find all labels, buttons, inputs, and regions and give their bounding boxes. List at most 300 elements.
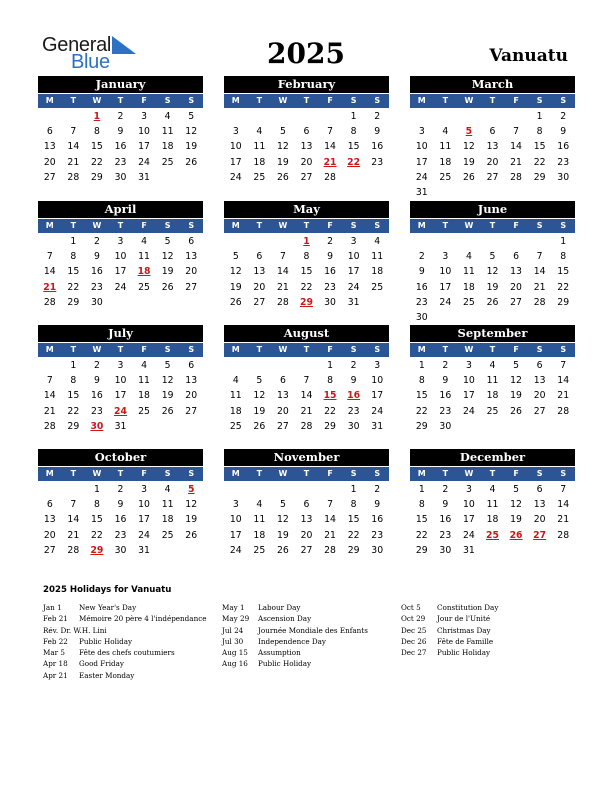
weekday-label: T — [256, 221, 263, 230]
day-cell: 16 — [114, 141, 127, 153]
weekday-label: T — [117, 221, 124, 230]
day-cell: 4 — [489, 484, 496, 495]
day-cell: 15 — [533, 141, 546, 153]
day-cell: 13 — [486, 141, 499, 153]
day-cell: 17 — [371, 390, 384, 402]
weekday-label: T — [489, 345, 496, 354]
weekday-label: S — [350, 469, 357, 478]
empty-cell — [481, 234, 505, 249]
day-cell: 26 — [486, 296, 499, 308]
day-cell: 4 — [256, 126, 263, 138]
day-cell: 6 — [536, 484, 543, 495]
day-cell: 24 — [347, 281, 360, 293]
day-cell: 30 — [439, 544, 452, 556]
weekday-label: M — [417, 469, 426, 478]
day-cell: 1 — [350, 111, 357, 122]
day-cell: 3 — [465, 484, 472, 495]
day-cell: 23 — [439, 405, 452, 417]
empty-cell — [248, 358, 272, 373]
day-cell: 7 — [303, 375, 310, 387]
day-cell: 16 — [347, 390, 361, 402]
day-cell: 19 — [185, 514, 198, 526]
weekday-label: W — [464, 345, 474, 354]
day-cell: 10 — [138, 499, 150, 511]
day-cell: 12 — [185, 499, 198, 511]
day-cell: 29 — [300, 296, 313, 308]
empty-cell — [457, 109, 481, 124]
day-cell: 25 — [161, 529, 174, 541]
day-cell: 27 — [300, 544, 313, 556]
weekday-label: T — [256, 345, 263, 354]
day-cell: 30 — [347, 420, 360, 432]
day-cell: 17 — [229, 156, 242, 168]
day-cell: 7 — [70, 499, 77, 511]
day-cell: 26 — [229, 296, 242, 308]
day-cell: 24 — [114, 405, 127, 417]
weekday-header — [224, 466, 389, 481]
day-cell: 16 — [91, 390, 103, 402]
day-cell: 15 — [300, 266, 313, 278]
day-cell: 6 — [46, 126, 53, 138]
day-cell: 14 — [277, 266, 289, 278]
weekday-label: T — [70, 345, 77, 354]
day-cell: 15 — [415, 390, 428, 402]
month-december — [410, 449, 575, 558]
day-grid — [410, 109, 575, 200]
weekday-label: T — [70, 469, 77, 478]
day-cell: 1 — [93, 111, 101, 122]
day-cell: 2 — [374, 111, 381, 122]
day-cell: 22 — [533, 156, 546, 168]
day-cell: 21 — [277, 281, 289, 293]
day-cell: 21 — [533, 281, 546, 293]
day-cell: 27 — [533, 405, 546, 417]
weekday-header — [410, 342, 575, 357]
day-grid — [410, 234, 575, 325]
day-cell: 31 — [347, 296, 360, 308]
weekday-label: S — [374, 345, 381, 354]
month-title: December — [410, 449, 575, 466]
holidays-title: 2025 Holidays for Vanuatu — [43, 585, 172, 595]
empty-cell — [248, 482, 272, 497]
weekday-label: T — [117, 469, 124, 478]
day-cell: 7 — [327, 126, 334, 138]
day-cell: 13 — [185, 251, 198, 263]
empty-cell — [224, 234, 248, 249]
weekday-label: W — [464, 96, 474, 105]
day-cell: 24 — [138, 529, 150, 541]
weekday-label: S — [560, 96, 567, 105]
day-cell: 24 — [371, 405, 384, 417]
day-cell: 12 — [510, 375, 522, 387]
day-cell: 21 — [67, 156, 80, 168]
day-cell: 1 — [418, 484, 425, 495]
holiday-name: Public Holiday — [437, 648, 491, 658]
weekday-label: F — [327, 221, 333, 230]
day-cell: 2 — [117, 484, 124, 495]
weekday-label: M — [231, 96, 240, 105]
day-cell: 11 — [161, 126, 174, 138]
day-cell: 17 — [114, 390, 127, 402]
day-cell: 1 — [70, 236, 77, 247]
empty-cell — [224, 358, 248, 373]
weekday-label: S — [188, 345, 195, 354]
empty-cell — [481, 109, 505, 124]
day-cell: 19 — [277, 156, 289, 168]
day-cell: 25 — [463, 296, 475, 308]
weekday-header — [410, 93, 575, 108]
day-cell: 5 — [188, 111, 195, 122]
month-may — [224, 201, 389, 310]
day-cell: 5 — [513, 484, 520, 495]
day-cell: 14 — [557, 499, 570, 511]
day-cell: 20 — [277, 405, 289, 417]
day-cell: 20 — [253, 281, 266, 293]
day-cell: 24 — [463, 529, 475, 541]
day-cell: 22 — [347, 156, 361, 168]
day-cell: 16 — [415, 281, 428, 293]
day-grid — [224, 109, 389, 185]
holiday-name: Christmas Day — [437, 625, 491, 635]
day-cell: 5 — [513, 360, 520, 371]
day-cell: 6 — [513, 251, 520, 263]
empty-cell — [224, 109, 248, 124]
day-cell: 5 — [489, 251, 496, 263]
day-cell: 14 — [67, 141, 80, 153]
weekday-label: T — [489, 96, 496, 105]
day-cell: 25 — [253, 171, 266, 183]
day-cell: 16 — [371, 514, 384, 526]
day-cell: 18 — [371, 266, 384, 278]
day-cell: 26 — [161, 281, 174, 293]
day-cell: 9 — [374, 126, 381, 138]
day-cell: 12 — [161, 375, 174, 387]
day-cell: 1 — [303, 236, 310, 247]
holiday-date: Jul 30 — [222, 636, 244, 646]
weekday-label: S — [350, 345, 357, 354]
weekday-label: S — [164, 96, 171, 105]
weekday-label: W — [92, 221, 102, 230]
day-cell: 29 — [415, 420, 428, 432]
day-cell: 25 — [439, 171, 452, 183]
day-grid — [38, 234, 203, 310]
day-cell: 24 — [229, 544, 242, 556]
day-cell: 2 — [374, 484, 381, 495]
month-september — [410, 325, 575, 434]
day-cell: 17 — [347, 266, 360, 278]
day-cell: 8 — [93, 126, 100, 138]
day-cell: 27 — [43, 171, 56, 183]
month-title: May — [224, 201, 389, 218]
month-title: April — [38, 201, 203, 218]
empty-cell — [457, 234, 481, 249]
day-cell: 5 — [187, 484, 195, 495]
day-cell: 16 — [324, 266, 336, 278]
day-cell: 20 — [486, 156, 499, 168]
day-cell: 22 — [300, 281, 313, 293]
day-cell: 21 — [67, 529, 80, 541]
holiday-name: Constitution Day — [437, 603, 499, 612]
empty-cell — [410, 109, 434, 124]
day-cell: 9 — [442, 375, 449, 387]
day-cell: 26 — [277, 171, 289, 183]
day-cell: 4 — [465, 251, 472, 263]
weekday-label: M — [45, 469, 54, 478]
day-cell: 23 — [557, 156, 570, 168]
day-cell: 17 — [114, 266, 127, 278]
day-cell: 21 — [300, 405, 313, 417]
day-cell: 31 — [114, 420, 127, 432]
day-cell: 19 — [277, 529, 289, 541]
day-cell: 19 — [161, 390, 174, 402]
day-cell: 22 — [91, 529, 103, 541]
holiday-name: New Year's Day — [79, 603, 137, 612]
day-cell: 3 — [117, 360, 124, 371]
weekday-label: S — [560, 221, 567, 230]
day-cell: 3 — [232, 499, 239, 511]
day-cell: 15 — [557, 266, 570, 278]
day-cell: 9 — [350, 375, 357, 387]
day-cell: 3 — [232, 126, 239, 138]
empty-cell — [504, 234, 528, 249]
weekday-label: F — [141, 345, 147, 354]
empty-cell — [434, 234, 458, 249]
day-cell: 7 — [70, 126, 77, 138]
day-cell: 30 — [90, 420, 104, 432]
logo-word-blue: Blue — [71, 51, 110, 73]
month-february — [224, 76, 389, 185]
day-cell: 28 — [324, 171, 336, 183]
weekday-label: T — [256, 96, 263, 105]
weekday-header — [224, 218, 389, 233]
weekday-label: M — [231, 221, 240, 230]
day-cell: 15 — [347, 141, 360, 153]
day-cell: 3 — [117, 236, 124, 247]
day-cell: 3 — [350, 236, 357, 247]
day-grid — [38, 109, 203, 185]
day-cell: 12 — [486, 266, 499, 278]
day-cell: 4 — [256, 499, 263, 511]
day-cell: 14 — [300, 390, 313, 402]
day-cell: 23 — [415, 296, 428, 308]
day-cell: 20 — [510, 281, 522, 293]
day-cell: 4 — [442, 126, 449, 138]
day-cell: 12 — [229, 266, 242, 278]
empty-cell — [38, 234, 62, 249]
day-cell: 2 — [93, 236, 100, 247]
weekday-label: T — [442, 221, 449, 230]
month-november — [224, 449, 389, 558]
day-cell: 27 — [510, 296, 522, 308]
holiday-date: Aug 16 — [222, 659, 248, 669]
day-cell: 26 — [509, 529, 523, 541]
day-cell: 7 — [327, 499, 334, 511]
holiday-date: Apr 21 — [43, 670, 68, 680]
weekday-label: F — [513, 221, 519, 230]
day-cell: 18 — [486, 514, 499, 526]
day-cell: 6 — [188, 360, 195, 371]
day-cell: 17 — [229, 529, 242, 541]
month-august — [224, 325, 389, 434]
day-cell: 26 — [161, 405, 174, 417]
day-cell: 28 — [67, 171, 80, 183]
day-cell: 31 — [371, 420, 384, 432]
weekday-label: S — [536, 469, 543, 478]
day-cell: 11 — [371, 251, 384, 263]
day-cell: 16 — [439, 390, 452, 402]
day-cell: 7 — [560, 484, 567, 495]
day-cell: 11 — [486, 375, 499, 387]
day-cell: 14 — [557, 375, 570, 387]
day-cell: 15 — [67, 266, 80, 278]
day-cell: 4 — [374, 236, 381, 247]
holiday-date: Jul 24 — [222, 625, 244, 635]
weekday-header — [38, 218, 203, 233]
day-cell: 6 — [46, 499, 53, 511]
weekday-label: T — [442, 96, 449, 105]
day-cell: 11 — [253, 141, 266, 153]
holiday-name: Public Holiday — [258, 659, 312, 669]
holiday-name: Fête de Famille — [437, 636, 494, 646]
day-cell: 15 — [323, 390, 337, 402]
day-cell: 26 — [510, 405, 522, 417]
weekday-label: F — [141, 221, 147, 230]
weekday-label: S — [560, 469, 567, 478]
weekday-label: W — [92, 469, 102, 478]
weekday-header — [224, 342, 389, 357]
weekday-label: S — [374, 221, 381, 230]
weekday-label: W — [278, 96, 288, 105]
day-cell: 6 — [256, 251, 263, 263]
weekday-label: M — [231, 345, 240, 354]
day-cell: 6 — [188, 236, 195, 247]
day-cell: 11 — [486, 499, 499, 511]
day-cell: 9 — [117, 499, 124, 511]
day-cell: 23 — [371, 156, 384, 168]
day-cell: 6 — [489, 126, 496, 138]
day-cell: 22 — [415, 405, 428, 417]
empty-cell — [271, 482, 295, 497]
holiday-name: Jour de l'Unité — [437, 614, 491, 624]
day-cell: 17 — [463, 514, 475, 526]
day-cell: 13 — [533, 375, 546, 387]
weekday-label: T — [489, 469, 496, 478]
day-cell: 1 — [536, 111, 543, 122]
day-cell: 20 — [533, 514, 546, 526]
day-cell: 8 — [418, 499, 425, 511]
day-cell: 26 — [185, 156, 198, 168]
day-cell: 19 — [510, 514, 522, 526]
holiday-date: Dec 25 — [401, 625, 427, 635]
day-cell: 23 — [371, 529, 384, 541]
day-cell: 12 — [253, 390, 266, 402]
day-cell: 1 — [350, 484, 357, 495]
day-cell: 21 — [557, 390, 570, 402]
calendar-year: 2025 — [267, 37, 345, 70]
day-grid — [38, 482, 203, 558]
day-cell: 24 — [415, 171, 428, 183]
day-cell: 5 — [465, 126, 473, 138]
holiday-date: Rév. Dr. W.H. Lini — [43, 625, 107, 635]
month-title: July — [38, 325, 203, 342]
day-cell: 31 — [138, 171, 150, 183]
day-cell: 17 — [463, 390, 475, 402]
day-cell: 13 — [43, 514, 56, 526]
day-cell: 20 — [43, 156, 56, 168]
weekday-label: F — [141, 96, 147, 105]
day-cell: 8 — [70, 375, 77, 387]
day-cell: 29 — [415, 544, 428, 556]
day-cell: 11 — [253, 514, 266, 526]
day-cell: 27 — [277, 420, 289, 432]
day-cell: 30 — [557, 171, 570, 183]
day-cell: 10 — [439, 266, 452, 278]
day-cell: 27 — [185, 405, 198, 417]
day-cell: 29 — [90, 544, 104, 556]
weekday-label: W — [278, 345, 288, 354]
weekday-label: F — [513, 96, 519, 105]
day-cell: 19 — [229, 281, 242, 293]
day-cell: 25 — [371, 281, 384, 293]
month-title: October — [38, 449, 203, 466]
day-cell: 3 — [141, 484, 148, 495]
holiday-date: Feb 22 — [43, 636, 68, 646]
day-cell: 27 — [533, 529, 547, 541]
day-cell: 23 — [347, 405, 360, 417]
day-cell: 11 — [229, 390, 242, 402]
weekday-label: T — [256, 469, 263, 478]
day-cell: 5 — [164, 360, 171, 371]
weekday-header — [410, 466, 575, 481]
day-cell: 13 — [43, 141, 56, 153]
weekday-label: T — [70, 221, 77, 230]
day-cell: 10 — [138, 126, 150, 138]
weekday-label: T — [442, 469, 449, 478]
empty-cell — [434, 109, 458, 124]
month-title: January — [38, 76, 203, 93]
weekday-header — [38, 342, 203, 357]
day-cell: 30 — [114, 544, 127, 556]
day-cell: 20 — [43, 529, 56, 541]
day-cell: 25 — [229, 420, 242, 432]
day-cell: 27 — [185, 281, 198, 293]
day-cell: 11 — [161, 499, 174, 511]
weekday-header — [410, 218, 575, 233]
day-cell: 19 — [253, 405, 266, 417]
day-cell: 28 — [510, 171, 522, 183]
day-cell: 25 — [161, 156, 174, 168]
weekday-label: T — [70, 96, 77, 105]
month-june — [410, 201, 575, 325]
day-cell: 3 — [418, 126, 425, 138]
day-cell: 30 — [415, 311, 428, 323]
day-cell: 29 — [533, 171, 546, 183]
holiday-name: Assumption — [258, 648, 301, 658]
holiday-name: Fête des chefs coutumiers — [79, 648, 175, 658]
empty-cell — [38, 358, 62, 373]
weekday-label: T — [303, 96, 310, 105]
day-cell: 30 — [371, 544, 384, 556]
day-cell: 4 — [141, 360, 148, 371]
holiday-name: Ascension Day — [258, 614, 312, 624]
day-cell: 3 — [141, 111, 148, 122]
day-cell: 14 — [43, 266, 56, 278]
day-cell: 29 — [324, 420, 336, 432]
month-july — [38, 325, 203, 434]
day-cell: 29 — [347, 544, 360, 556]
day-cell: 30 — [91, 296, 103, 308]
day-cell: 30 — [439, 420, 452, 432]
